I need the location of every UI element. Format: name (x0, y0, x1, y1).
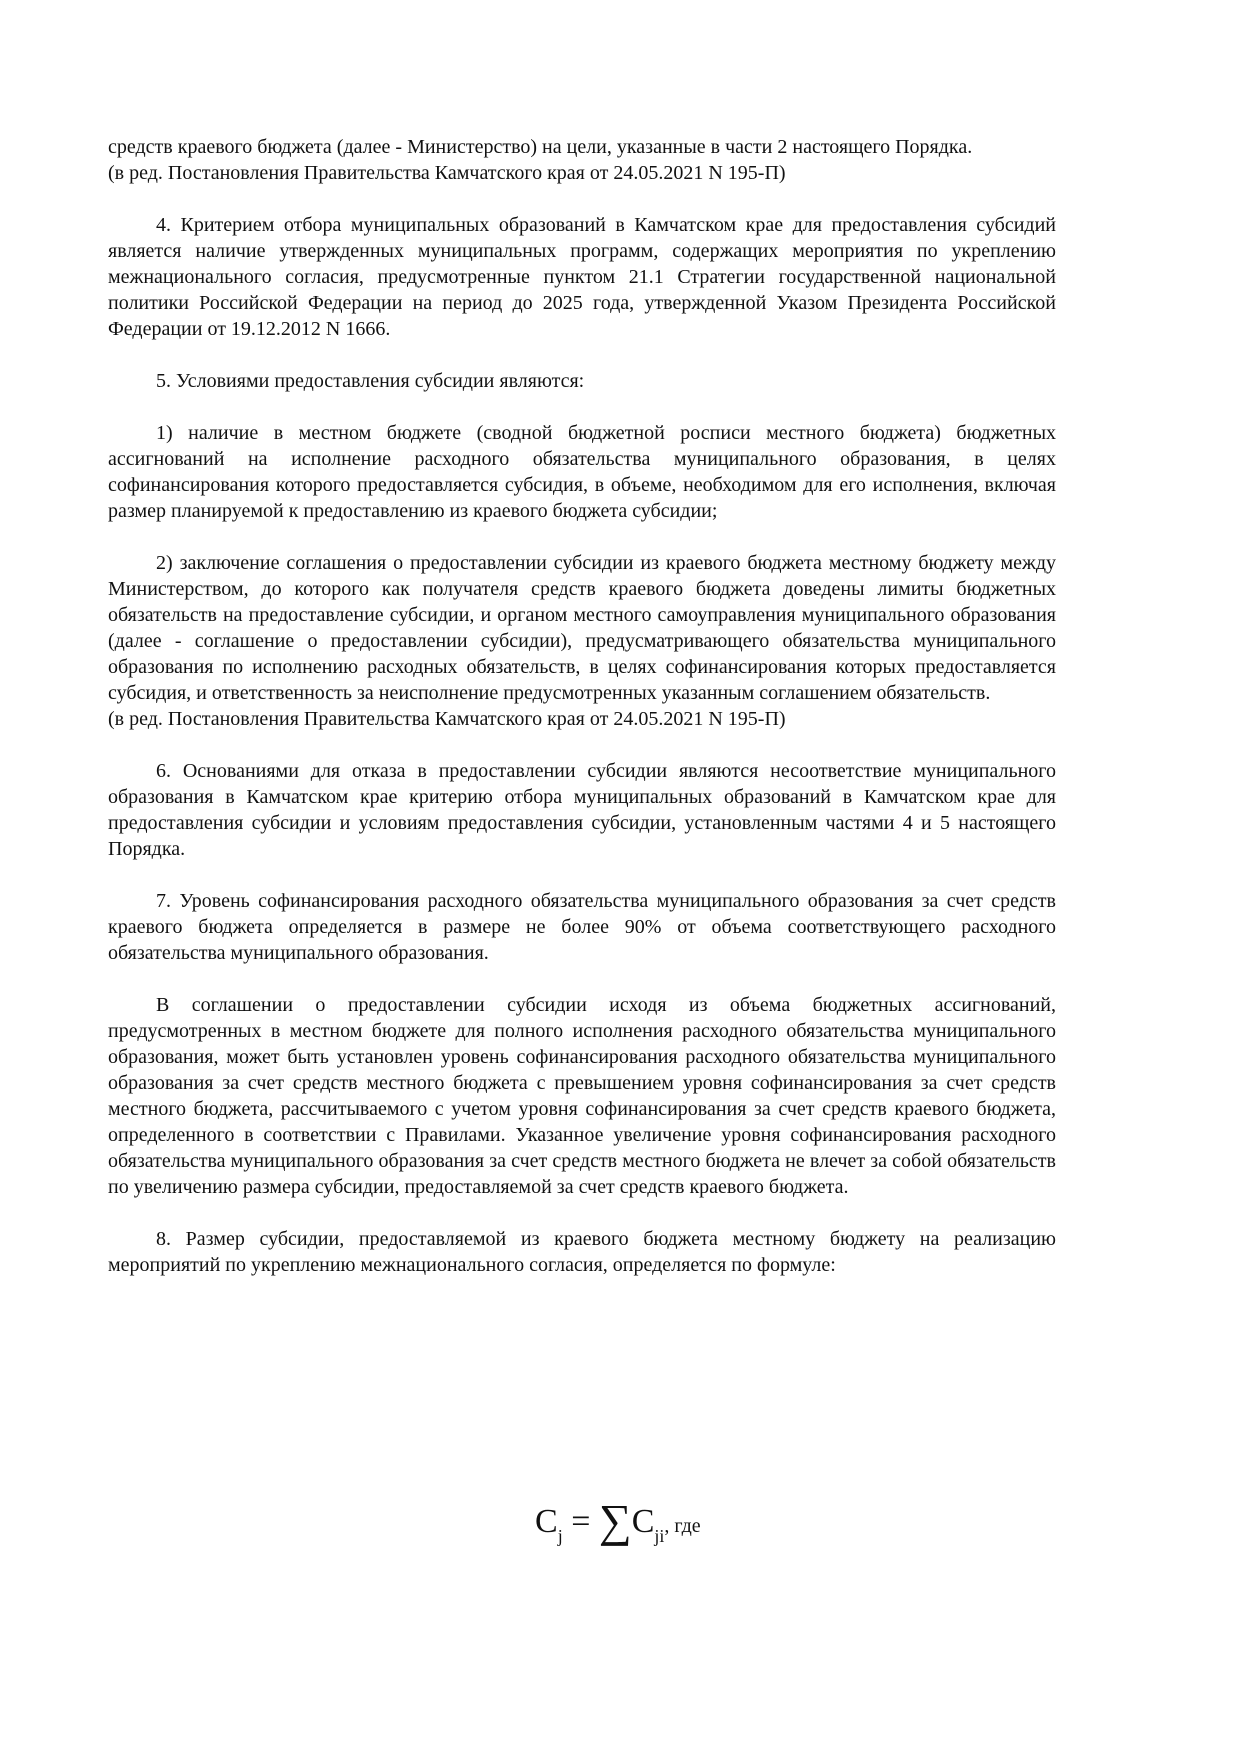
paragraph-gap (108, 524, 1056, 550)
paragraph-gap (108, 186, 1056, 212)
formula-tail: , где (664, 1515, 701, 1537)
formula-lhs: C (535, 1503, 558, 1540)
document-page (108, 134, 1056, 1278)
clause-8: 8. Размер субсидии, предоставляемой из краевого бюджета местному бюджету на реализацию мероприятий по укреплению межнационального согласия, определяется по формуле: (108, 1228, 1056, 1276)
paragraph-gap (108, 966, 1056, 992)
paragraph-gap (108, 732, 1056, 758)
subsidy-formula (535, 1497, 701, 1546)
paragraph-intro-continuation: средств краевого бюджета (далее - Министерство) на цели, указанные в части 2 настоящего Порядка. (108, 136, 973, 158)
amendment-note: (в ред. Постановления Правительства Камчатского края от 24.05.2021 N 195-П) (108, 162, 786, 184)
sigma-icon: ∑ (598, 1495, 632, 1546)
paragraph-gap (108, 1200, 1056, 1226)
clause-5: 5. Условиями предоставления субсидии являются: (156, 370, 585, 392)
clause-4: 4. Критерием отбора муниципальных образований в Камчатском крае для предоставления субсидий является наличие утвержденных муниципальных программ, содержащих мероприятия по укреплению межнационального согласия, предусмотренные пунктом 21.1 Стратегии государственной национальной политики Российской Федерации на период до 2025 года, утвержденной Указом Президента Российской Федерации от 19.12.2012 N 1666. (108, 214, 1056, 340)
amendment-note: (в ред. Постановления Правительства Камчатского края от 24.05.2021 N 195-П) (108, 708, 786, 730)
paragraph-gap (108, 394, 1056, 420)
paragraph-gap (108, 342, 1056, 368)
formula-rhs-subscript: ji (654, 1526, 665, 1546)
clause-5-2: 2) заключение соглашения о предоставлении субсидии из краевого бюджета местному бюджету между Министерством, до которого как получателя средств краевого бюджета доведены лимиты бюджетных обязательств на предоставление субсидии, и органом местного самоуправления муниципального образования (далее - соглашение о предоставлении субсидии), предусматривающего обязательства муниципального образования по исполнению расходных обязательств, в целях софинансирования которых предоставляется субсидия, и ответственность за неисполнение предусмотренных указанным соглашением обязательств. (108, 552, 1056, 704)
formula-rhs: C (631, 1503, 655, 1540)
clause-7-agreement: В соглашении о предоставлении субсидии исходя из объема бюджетных ассигнований, предусмотренных в местном бюджете для полного исполнения расходного обязательства муниципального образования, может быть установлен уровень софинансирования расходного обязательства муниципального образования за счет средств местного бюджета с превышением уровня софинансирования за счет средств местного бюджета, рассчитываемого с учетом уровня софинансирования за счет средств краевого бюджета, определенного в соответствии с Правилами. Указанное увеличение уровня софинансирования расходного обязательства муниципального образования за счет средств местного бюджета не влечет за собой обязательств по увеличению размера субсидии, предоставляемой за счет средств краевого бюджета. (108, 994, 1056, 1198)
formula-equals: = (571, 1503, 591, 1540)
formula-lhs-subscript: j (557, 1526, 563, 1546)
clause-5-1: 1) наличие в местном бюджете (сводной бюджетной росписи местного бюджета) бюджетных ассигнований на исполнение расходного обязательства муниципального образования, в целях софинансирования которого предоставляется субсидия, в объеме, необходимом для его исполнения, включая размер планируемой к предоставлению из краевого бюджета субсидии; (108, 422, 1056, 522)
paragraph-gap (108, 862, 1056, 888)
clause-6: 6. Основаниями для отказа в предоставлении субсидии являются несоответствие муниципального образования в Камчатском крае критерию отбора муниципальных образований в Камчатском крае для предоставления субсидии и условиям предоставления субсидии, установленным частями 4 и 5 настоящего Порядка. (108, 760, 1056, 860)
clause-7: 7. Уровень софинансирования расходного обязательства муниципального образования за счет средств краевого бюджета определяется в размере не более 90% от объема соответствующего расходного обязательства муниципального образования. (108, 890, 1056, 964)
